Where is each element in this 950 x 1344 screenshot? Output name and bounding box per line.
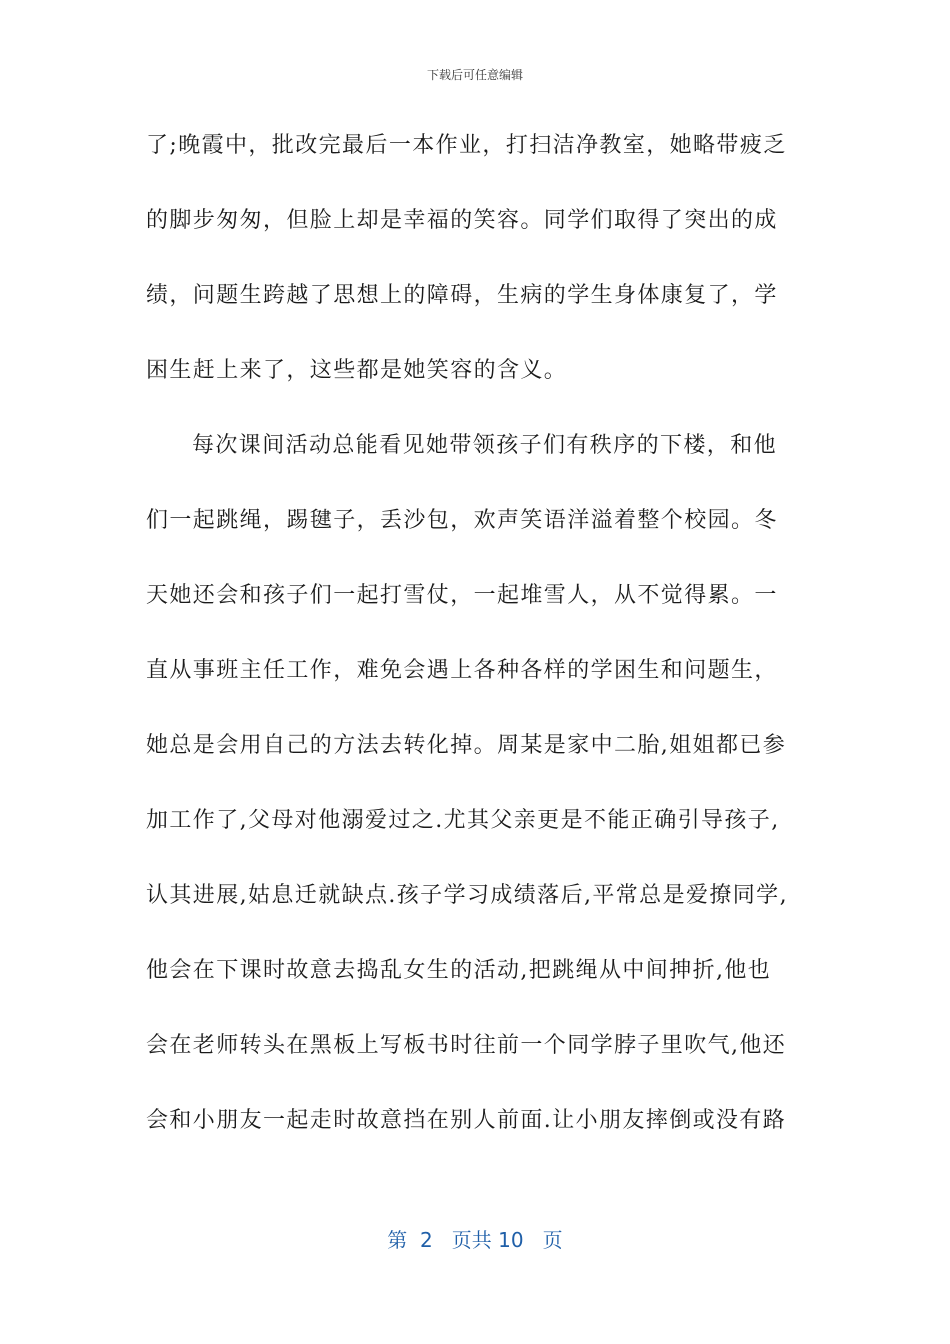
text-line: 们一起跳绳，踢毽子，丢沙包，欢声笑语洋溢着整个校园。冬 bbox=[146, 508, 778, 533]
text-line: 会在老师转头在黑板上写板书时往前一个同学脖子里吹气,他还 bbox=[146, 1033, 787, 1058]
paragraph-start-line: 每次课间活动总能看见她带领孩子们有秩序的下楼，和他 bbox=[192, 433, 778, 458]
text-line: 直从事班主任工作，难免会遇上各种各样的学困生和问题生， bbox=[146, 658, 778, 683]
page-number-footer: 第 2 页共 10 页 bbox=[387, 1228, 563, 1252]
text-line: 绩，问题生跨越了思想上的障碍，生病的学生身体康复了，学 bbox=[146, 283, 778, 308]
text-line: 认其进展,姑息迁就缺点.孩子学习成绩落后,平常总是爱撩同学, bbox=[146, 883, 788, 908]
text-line: 了;晚霞中，批改完最后一本作业，打扫洁净教室，她略带疲乏 bbox=[146, 133, 787, 158]
text-line: 的脚步匆匆，但脸上却是幸福的笑容。同学们取得了突出的成 bbox=[146, 208, 778, 233]
text-line: 困生赶上来了，这些都是她笑容的含义。 bbox=[146, 358, 568, 383]
text-line: 会和小朋友一起走时故意挡在别人前面.让小朋友摔倒或没有路 bbox=[146, 1108, 787, 1133]
text-line: 他会在下课时故意去捣乱女生的活动,把跳绳从中间抻折,他也 bbox=[146, 958, 772, 983]
page-header: 下载后可任意编辑 bbox=[426, 68, 523, 82]
text-line: 她总是会用自己的方法去转化掉。周某是家中二胎,姐姐都已参 bbox=[146, 733, 787, 758]
document-body bbox=[146, 124, 816, 1174]
text-line: 加工作了,父母对他溺爱过之.尤其父亲更是不能正确引导孩子, bbox=[146, 808, 780, 833]
text-line: 天她还会和孩子们一起打雪仗，一起堆雪人，从不觉得累。一 bbox=[146, 583, 778, 608]
